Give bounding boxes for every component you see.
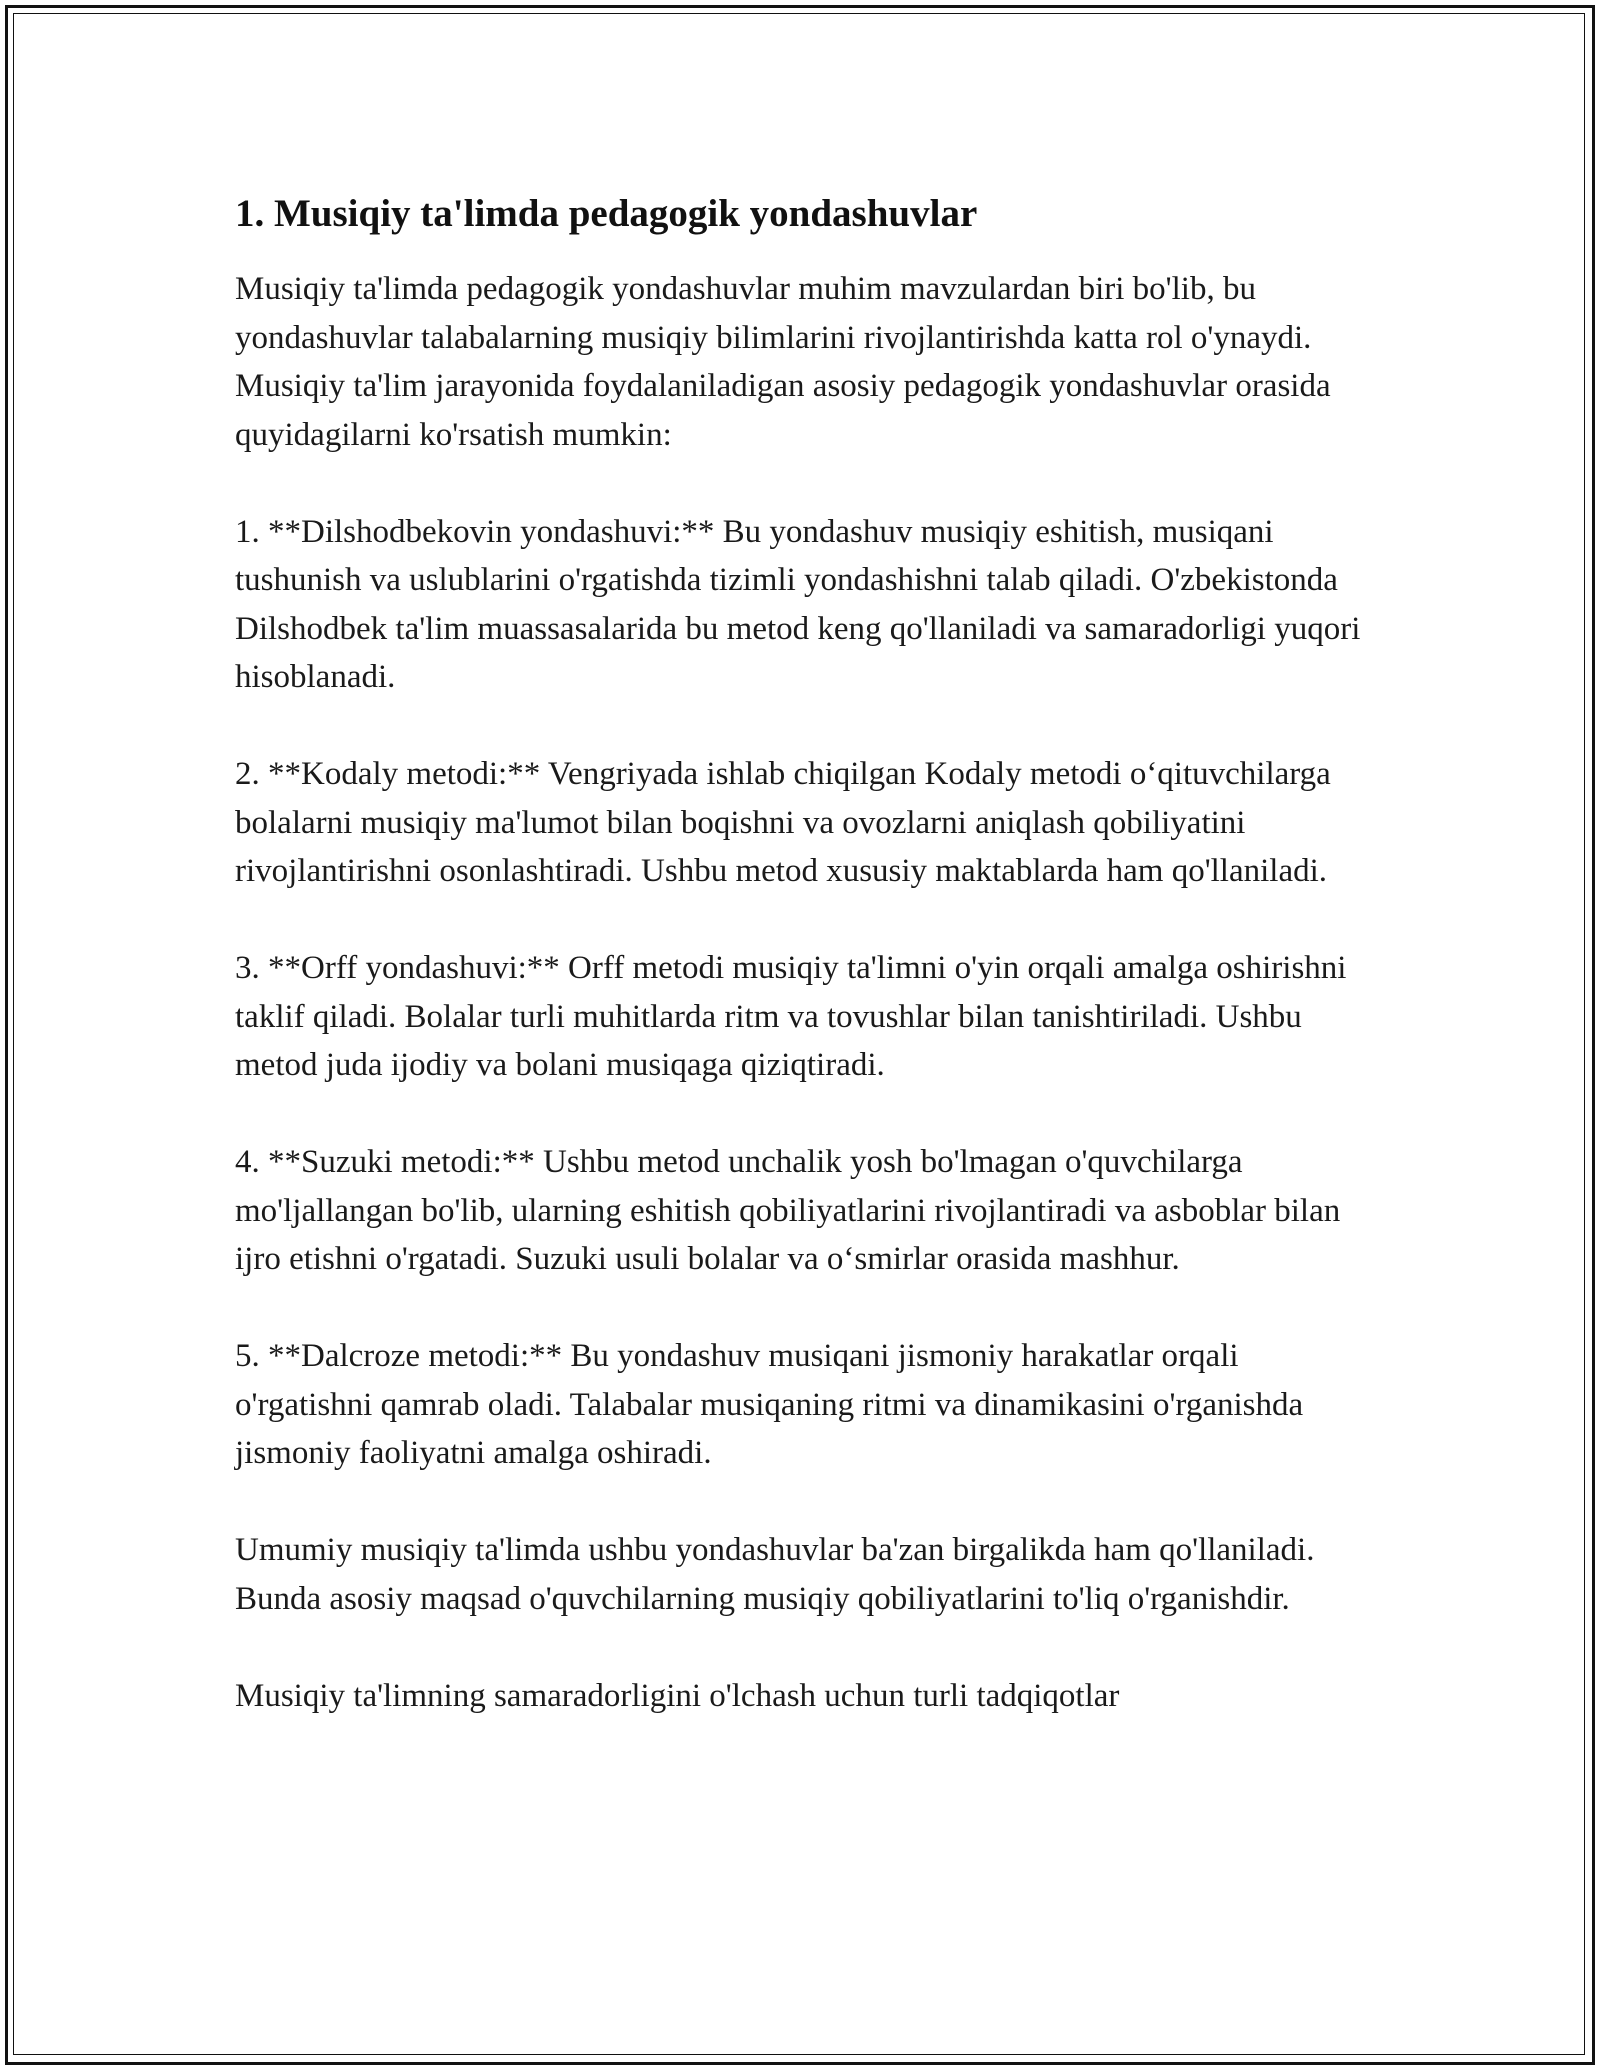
list-item-dilshodbekovin: 1. **Dilshodbekovin yondashuvi:** Bu yondashuv musiqiy eshitish, musiqani tushunish va uslublarini o'rgatishda tizimli yondashishni talab qiladi. O'zbekistonda Dilshodbek ta'lim muassasalarida bu metod keng qo'llaniladi va samaradorligi yuqori hisoblanadi.	[235, 513, 1361, 695]
document-body	[235, 183, 1375, 1769]
list-item-kodaly: 2. **Kodaly metodi:** Vengriyada ishlab chiqilgan Kodaly metodi o‘qituvchilarga bolalarni musiqiy ma'lumot bilan boqishni va ovozlarni aniqlash qobiliyatini rivojlantirishni osonlashtiradi. Ushbu metod xususiy maktablarda ham qo'llaniladi.	[235, 756, 1331, 889]
list-item-orff: 3. **Orff yondashuvi:** Orff metodi musiqiy ta'limni o'yin orqali amalga oshirishni taklif qiladi. Bolalar turli muhitlarda ritm va tovushlar bilan tanishtiriladi. Ushbu metod juda ijodiy va bolani musiqaga qiziqtiradi.	[235, 950, 1347, 1083]
intro-paragraph: Musiqiy ta'limda pedagogik yondashuvlar muhim mavzulardan biri bo'lib, bu yondashuvlar talabalarning musiqiy bilimlarini rivojlantirishda katta rol o'ynaydi. Musiqiy ta'lim jarayonida foydalaniladigan asosiy pedagogik yondashuvlar orasida quyidagilarni ko'rsatish mumkin:	[235, 271, 1331, 453]
section-heading: 1. Musiqiy ta'limda pedagogik yondashuvlar	[235, 192, 978, 235]
summary-paragraph: Umumiy musiqiy ta'limda ushbu yondashuvlar ba'zan birgalikda ham qo'llaniladi. Bunda asosiy maqsad o'quvchilarning musiqiy qobiliyatlarini to'liq o'rganishdir.	[235, 1532, 1315, 1617]
list-item-suzuki: 4. **Suzuki metodi:** Ushbu metod unchalik yosh bo'lmagan o'quvchilarga mo'ljallangan bo'lib, ularning eshitish qobiliyatlarini rivojlantiradi va asboblar bilan ijro etishni o'rgatadi. Suzuki usuli bolalar va o‘smirlar orasida mashhur.	[235, 1144, 1341, 1277]
list-item-dalcroze: 5. **Dalcroze metodi:** Bu yondashuv musiqani jismoniy harakatlar orqali o'rgatishni qamrab oladi. Talabalar musiqaning ritmi va dinamikasini o'rganishda jismoniy faoliyatni amalga oshiradi.	[235, 1338, 1304, 1471]
closing-paragraph: Musiqiy ta'limning samaradorligini o'lchash uchun turli tadqiqotlar	[235, 1677, 1120, 1714]
